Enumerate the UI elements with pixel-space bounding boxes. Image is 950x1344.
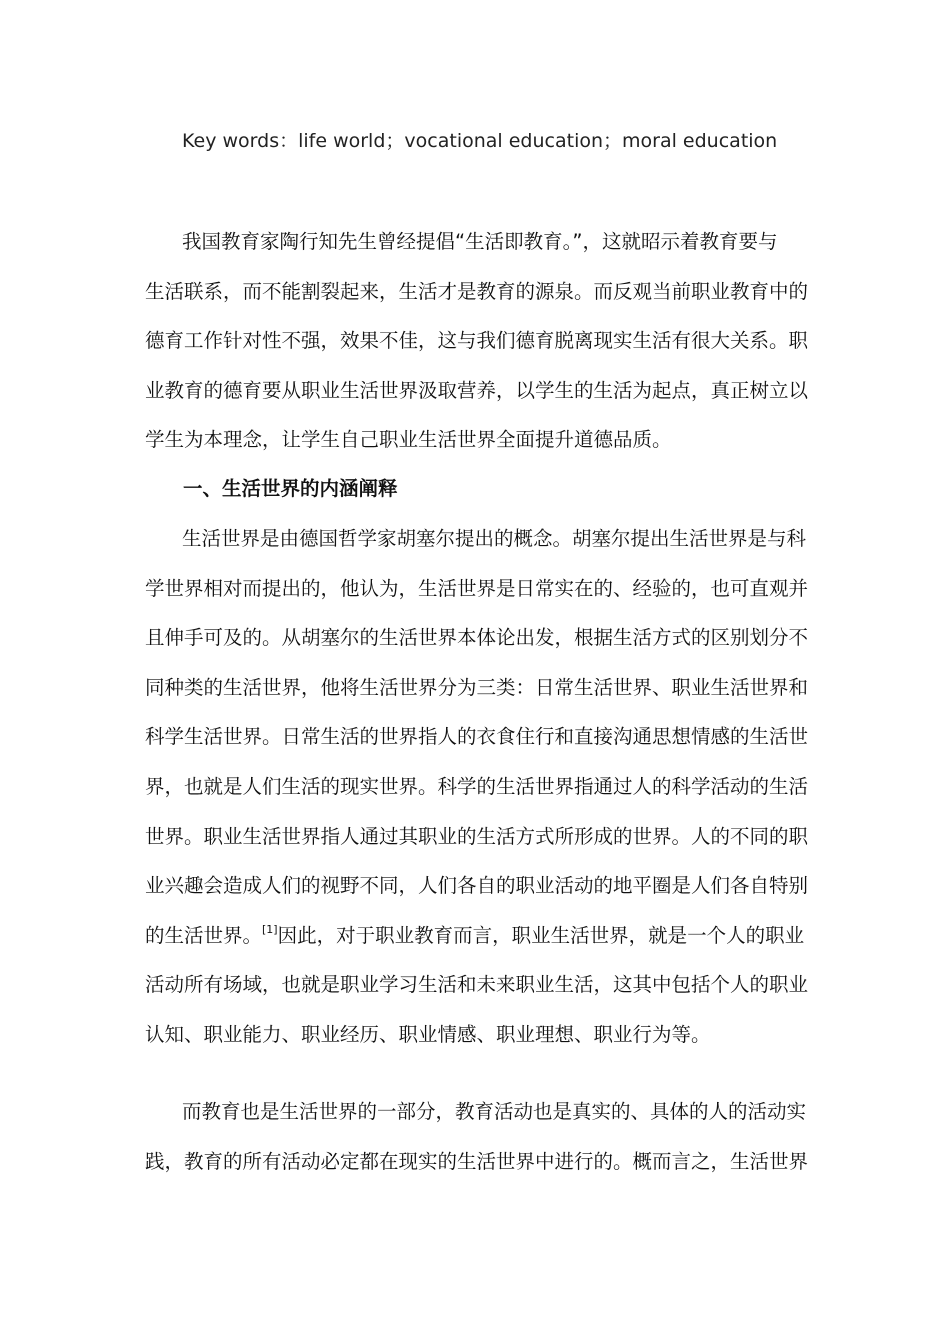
keyword-term: moral education: [622, 130, 778, 152]
citation-reference[interactable]: [1]: [262, 922, 278, 936]
keyword-term: life world: [298, 130, 386, 152]
keywords-label: Key words: [182, 130, 280, 152]
text-line-with-citation: [145, 911, 805, 961]
text-line: 业教育的德育要从职业生活世界汲取营养，以学生的生活为起点，真正树立以: [145, 378, 809, 402]
text-line: 世界。职业生活世界指人通过其职业的生活方式所形成的世界。人的不同的职: [145, 824, 809, 848]
text-line: 学生为本理念，让学生自己职业生活世界全面提升道德品质。: [145, 428, 672, 452]
keywords-separator: ：: [279, 130, 299, 152]
text-line: 践，教育的所有活动必定都在现实的生活世界中进行的。概而言之，生活世界: [145, 1149, 809, 1173]
text-line: 同种类的生活世界，他将生活世界分为三类：日常生活世界、职业生活世界和: [145, 675, 809, 699]
text-line: 生活联系，而不能割裂起来，生活才是教育的源泉。而反观当前职业教育中的: [145, 279, 809, 303]
text-fragment: 因此，对于职业教育而言，职业生活世界，就是一个人的职业: [277, 923, 805, 947]
text-line: 德育工作针对性不强，效果不佳，这与我们德育脱离现实生活有很大关系。职: [145, 329, 809, 353]
text-line: 业兴趣会造成人们的视野不同，人们各自的职业活动的地平圈是人们各自特别: [145, 874, 809, 898]
text-line: 且伸手可及的。从胡塞尔的生活世界本体论出发，根据生活方式的区别划分不: [145, 626, 809, 650]
text-line: 学世界相对而提出的，他认为，生活世界是日常实在的、经验的，也可直观并: [145, 576, 809, 600]
text-line: 我国教育家陶行知先生曾经提倡“生活即教育。”，这就昭示着教育要与: [182, 230, 778, 253]
text-line: 生活世界是由德国哲学家胡塞尔提出的概念。胡塞尔提出生活世界是与科: [182, 527, 807, 550]
section1-paragraph-2: [145, 1087, 809, 1186]
keywords-line: [182, 126, 777, 156]
section1-paragraph-1: [145, 514, 809, 1060]
text-fragment: 的生活世界。: [145, 923, 263, 947]
text-line: 活动所有场域，也就是职业学习生活和未来职业生活，这其中包括个人的职业: [145, 973, 809, 997]
text-line: 科学生活世界。日常生活的世界指人的衣食住行和直接沟通思想情感的生活世: [145, 725, 809, 749]
text-line: 认知、职业能力、职业经历、职业情感、职业理想、职业行为等。: [145, 1022, 711, 1046]
section-heading: 一、生活世界的内涵阐释: [183, 477, 398, 500]
text-line: 界，也就是人们生活的现实世界。科学的生活世界指通过人的科学活动的生活: [145, 774, 809, 798]
intro-paragraph: [145, 217, 809, 465]
keyword-separator: ；: [603, 130, 623, 152]
text-line: 而教育也是生活世界的一部分，教育活动也是真实的、具体的人的活动实: [182, 1100, 807, 1123]
keyword-separator: ；: [385, 130, 405, 152]
keyword-term: vocational education: [404, 130, 604, 152]
